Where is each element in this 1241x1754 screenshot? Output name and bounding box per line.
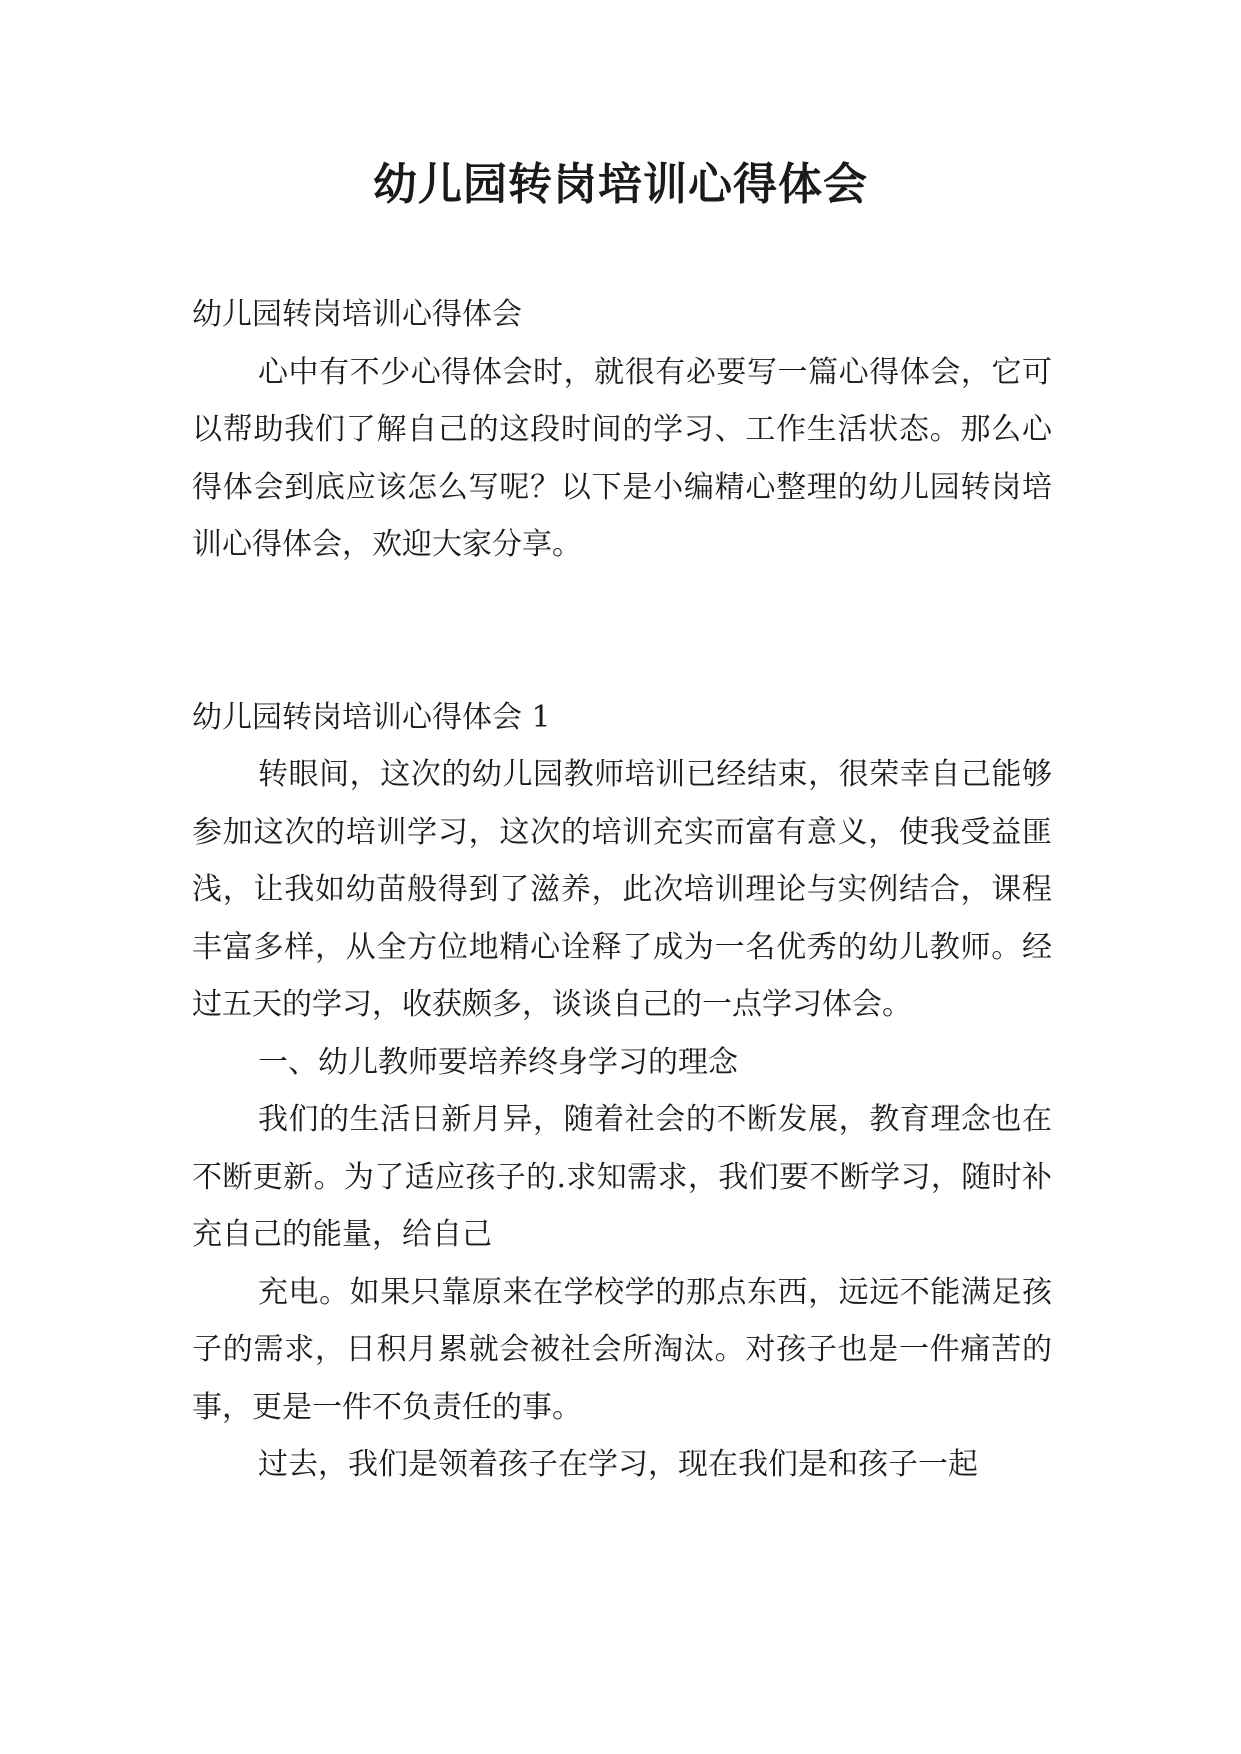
document-title: 幼儿园转岗培训心得体会 bbox=[373, 159, 868, 210]
section-gap bbox=[192, 574, 1052, 689]
body-paragraph: 过去，我们是领着孩子在学习，现在我们是和孩子一起 bbox=[258, 1447, 978, 1482]
body-paragraph: 充电。如果只靠原来在学校学的那点东西，远远不能满足孩子的需求，日积月累就会被社会所淘汰。对孩子也是一件痛苦的事，更是一件不负责任的事。 bbox=[192, 1274, 1052, 1425]
body-paragraph: 我们的生活日新月异，随着社会的不断发展，教育理念也在不断更新。为了适应孩子的.求知需求，我们要不断学习，随时补充自己的能量，给自己 bbox=[192, 1102, 1052, 1252]
section-heading: 幼儿园转岗培训心得体会 1 bbox=[192, 699, 551, 735]
section-point-heading: 一、幼儿教师要培养终身学习的理念 bbox=[258, 1044, 738, 1080]
document-subtitle: 幼儿园转岗培训心得体会 bbox=[192, 297, 522, 332]
intro-paragraph: 心中有不少心得体会时，就很有必要写一篇心得体会，它可以帮助我们了解自己的这段时间的学习、工作生活状态。那么心得体会到底应该怎么写呢？以下是小编精心整理的幼儿园转岗培训心得体会，欢迎大家分享。 bbox=[192, 354, 1052, 562]
body-paragraph: 转眼间，这次的幼儿园教师培训已经结束，很荣幸自己能够参加这次的培训学习，这次的培训充实而富有意义，使我受益匪浅，让我如幼苗般得到了滋养，此次培训理论与实例结合，课程丰富多样，从全方位地精心诠释了成为一名优秀的幼儿教师。经过五天的学习，收获颇多，谈谈自己的一点学习体会。 bbox=[192, 757, 1052, 1022]
document-body bbox=[192, 286, 1052, 1494]
